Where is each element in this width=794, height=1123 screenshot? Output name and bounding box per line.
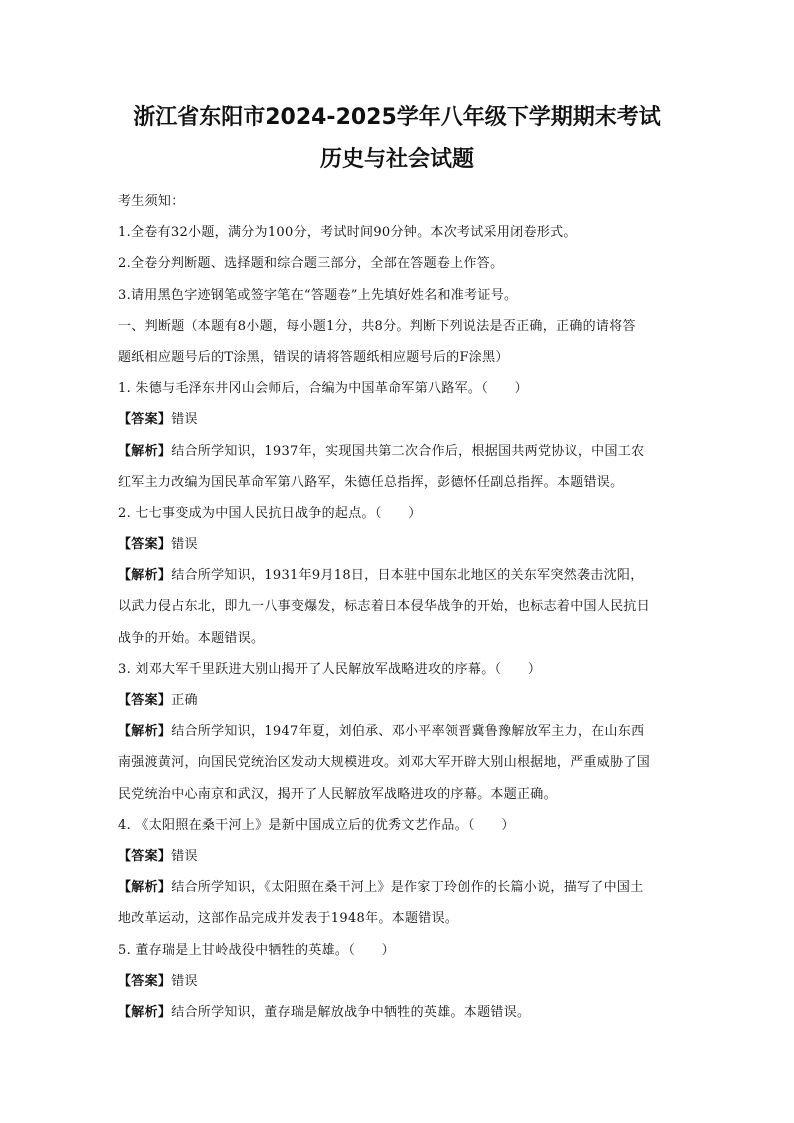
question-1-analysis-line-2: 红军主力改编为国民革命军第八路军，朱德任总指挥，彭德怀任副总指挥。本题错误。 xyxy=(118,474,624,490)
question-5-analysis-line-1 xyxy=(118,997,683,1028)
section-heading-line-1: 一、判断题（本题有8小题，每小题1分，共8分。判断下列说法是否正确，正确的请将答 xyxy=(118,318,636,334)
notice-item-2: 2.全卷分判断题、选择题和综合题三部分，全部在答题卷上作答。 xyxy=(118,256,504,272)
question-5-stem: 5. 董存瑞是上甘岭战役中牺牲的英雄。（ ） xyxy=(118,942,395,958)
notice-heading: 考生须知： xyxy=(118,194,185,209)
question-4-analysis-line-2: 地改革运动，这部作品完成并发表于1948年。本题错误。 xyxy=(118,911,459,927)
analysis-tag: 【解析】 xyxy=(118,443,172,459)
document-body xyxy=(118,186,683,1028)
exam-title: 浙江省东阳市2024-2025学年八年级下学期期末考试 xyxy=(133,105,661,130)
notice-item-1: 1.全卷有32小题，满分为100分，考试时间90分钟。本次考试采用闭卷形式。 xyxy=(118,225,577,241)
analysis-text: 结合所学知识，1937年，实现国共第二次合作后，根据国共两党协议，中国工农 xyxy=(171,443,645,459)
notice-item-3: 3.请用黑色字迹钢笔或签字笔在“答题卷”上先填好姓名和准考证号。 xyxy=(118,287,518,303)
question-3-analysis-line-2: 南强渡黄河，向国民党统治区发动大规模进攻。刘邓大军开辟大别山根据地，严重威胁了国 xyxy=(118,755,651,771)
question-3-answer xyxy=(118,685,683,716)
answer-tag: 【答案】 xyxy=(118,537,172,553)
question-1-analysis-line-1 xyxy=(118,436,683,467)
answer-tag: 【答案】 xyxy=(118,848,172,864)
question-3-stem: 3. 刘邓大军千里跃进大别山揭开了人民解放军战略进攻的序幕。（ ） xyxy=(118,661,542,677)
question-1-stem: 1. 朱德与毛泽东井冈山会师后，合编为中国革命军第八路军。（ ） xyxy=(118,381,528,397)
analysis-text: 结合所学知识，董存瑞是解放战争中牺牲的英雄。本题错误。 xyxy=(171,1004,531,1020)
question-2-stem: 2. 七七事变成为中国人民抗日战争的起点。（ ） xyxy=(118,505,422,521)
answer-tag: 【答案】 xyxy=(118,412,172,428)
analysis-text: 结合所学知识，1947年夏，刘伯承、邓小平率领晋冀鲁豫解放军主力，在山东西 xyxy=(171,724,645,740)
answer-value: 错误 xyxy=(171,973,198,989)
answer-tag: 【答案】 xyxy=(118,973,172,989)
question-4-analysis-line-1 xyxy=(118,872,683,903)
question-2-analysis-line-1 xyxy=(118,560,683,591)
section-heading-line-2: 题纸相应题号后的T涂黑，错误的请将答题纸相应题号后的F涂黑） xyxy=(118,349,509,365)
analysis-tag: 【解析】 xyxy=(118,724,172,740)
exam-subtitle: 历史与社会试题 xyxy=(319,147,474,172)
question-5-answer xyxy=(118,966,683,997)
question-3-analysis-line-3: 民党统治中心南京和武汉，揭开了人民解放军战略进攻的序幕。本题正确。 xyxy=(118,786,557,802)
question-4-answer xyxy=(118,841,683,872)
question-1-answer xyxy=(118,404,683,435)
answer-value: 正确 xyxy=(171,693,198,708)
answer-value: 错误 xyxy=(171,537,198,553)
answer-value: 错误 xyxy=(171,412,198,428)
analysis-text: 结合所学知识，1931年9月18日，日本驻中国东北地区的关东军突然袭击沈阳， xyxy=(171,568,644,584)
question-4-stem: 4. 《太阳照在桑干河上》是新中国成立后的优秀文艺作品。（ ） xyxy=(118,817,515,833)
analysis-tag: 【解析】 xyxy=(118,1004,172,1020)
analysis-text: 结合所学知识，《太阳照在桑干河上》是作家丁玲创作的长篇小说，描写了中国土 xyxy=(171,880,644,896)
question-2-answer xyxy=(118,529,683,560)
answer-tag: 【答案】 xyxy=(118,693,172,708)
analysis-tag: 【解析】 xyxy=(118,880,172,896)
question-3-analysis-line-1 xyxy=(118,716,683,747)
answer-value: 错误 xyxy=(171,848,198,864)
analysis-tag: 【解析】 xyxy=(118,568,172,584)
question-2-analysis-line-3: 战争的开始。本题错误。 xyxy=(118,630,265,646)
question-2-analysis-line-2: 以武力侵占东北，即九一八事变爆发，标志着日本侵华战争的开始，也标志着中国人民抗日 xyxy=(118,599,651,615)
